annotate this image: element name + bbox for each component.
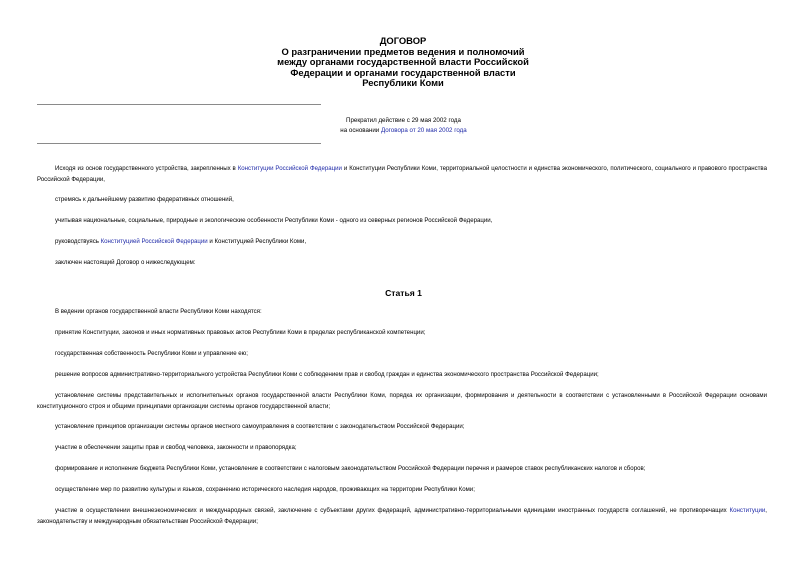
preamble-paragraph: заключен настоящий Договор о нижеследующем: [55, 259, 196, 266]
constitution-link[interactable]: Конституции [729, 507, 766, 514]
title-line: между органами государственной власти Российской [277, 56, 529, 68]
constitution-link[interactable]: Конституции Российской Федерации [237, 165, 342, 172]
title-line: ДОГОВОР [379, 35, 427, 46]
article-paragraph: установление системы представительных и исполнительных органов государственной власти Республики Коми, порядка их организации, формирования и деятельности в соответствии с установленными в Российской Федерации основами конституционного строя и общими принципами организации системы органов государственной власти; [37, 392, 767, 410]
article-paragraph: решение вопросов административно-территориального устройства Республики Коми с соблюдением прав и свобод граждан и единства экономического пространства Российской Федерации; [55, 371, 599, 378]
article-paragraph [37, 506, 767, 528]
article-paragraph: В ведении органов государственной власти Республики Коми находятся: [55, 308, 262, 315]
constitution-link[interactable]: Конституцией Российской Федерации [100, 238, 208, 245]
preamble-paragraph: учитывая национальные, социальные, природные и экологические особенности Республики Коми - одного из северных регионов Российской Федерации, [55, 217, 493, 224]
preamble-paragraph: стремясь к дальнейшему развитию федеративных отношений, [55, 196, 234, 203]
agreement-link[interactable]: Договора от 20 мая 2002 года [380, 127, 467, 134]
article-paragraph: принятие Конституции, законов и иных нормативных правовых актов Республики Коми в пределах республиканской компетенции; [55, 329, 426, 336]
status-basis [300, 126, 507, 135]
text-span: руководствуясь [55, 238, 101, 245]
status-basis-label: на основании [340, 127, 381, 134]
title-line: Республики Коми [362, 77, 444, 89]
article-paragraph: государственная собственность Республики Коми и управление ею; [55, 350, 248, 357]
separator-line [37, 143, 321, 144]
article-heading: Статья 1 [385, 288, 422, 298]
text-span: , законодательству и международным обязательствам Российской Федерации; [37, 507, 767, 525]
text-span: участие в осуществлении внешнеэкономических и международных связей, заключение с субъектами других федераций, административно-территориальными единицами иностранных государств соглашений, не противоречащих [55, 507, 730, 514]
title-line: Федерации и органами государственной власти [290, 66, 516, 78]
preamble-paragraph [37, 237, 767, 248]
article-paragraph: установление принципов организации системы органов местного самоуправления в соответствии с законодательством Российской Федерации; [55, 423, 465, 430]
article-paragraph: формирование и исполнение бюджета Республики Коми, установление в соответствии с налоговым законодательством Российской Федерации перечня и размеров ставок республиканских налогов и сборов; [55, 465, 646, 472]
text-span: и Конституции Республики Коми, территориальной целостности и единства экономического, политического, социального и правового пространства Российской Федерации, [37, 165, 767, 183]
text-span: Исходя из основ государственного устройства, закрепленных в [55, 165, 238, 172]
title-line: О разграничении предметов ведения и полномочий [281, 45, 525, 57]
article-paragraph: осуществление мер по развитию культуры и языков, сохранению исторического наследия народов, проживающих на территории Республики Коми; [55, 486, 475, 493]
status-line: Прекратил действие с 29 мая 2002 года [346, 117, 461, 124]
article-paragraph: участие в обеспечении защиты прав и свобод человека, законности и правопорядка; [55, 444, 297, 451]
document-title [200, 36, 606, 89]
text-span: и Конституцией Республики Коми, [207, 238, 307, 245]
separator-line [37, 104, 321, 105]
preamble-paragraph [37, 164, 767, 186]
